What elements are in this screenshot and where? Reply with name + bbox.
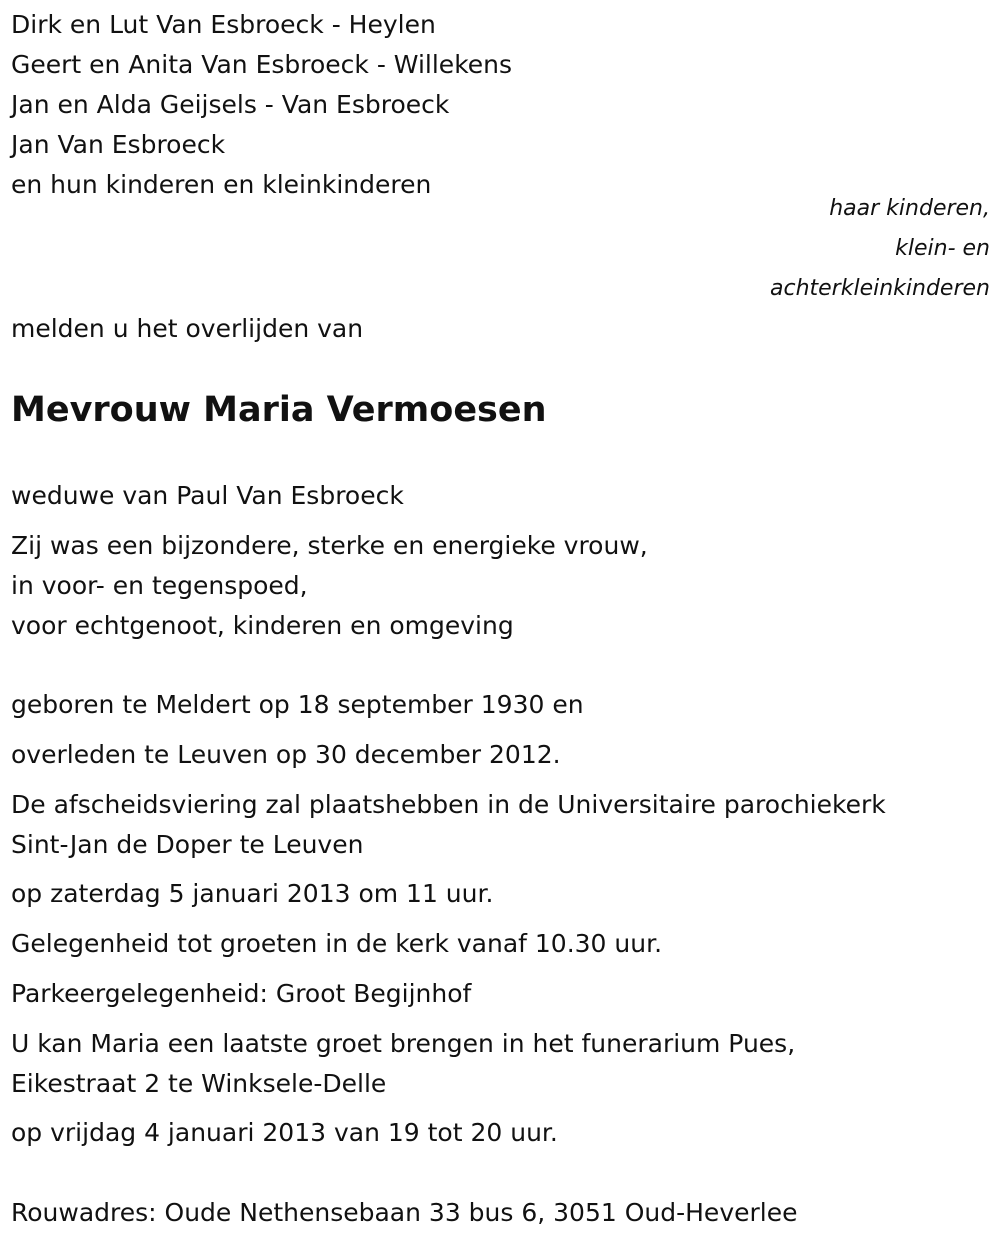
tribute-line-1: Zij was een bijzondere, sterke en energieke vrouw, <box>11 531 648 560</box>
widow-text: weduwe van Paul Van Esbroeck <box>11 481 404 510</box>
parking-text: Parkeergelegenheid: Groot Begijnhof <box>11 979 472 1008</box>
ceremony-line-1: De afscheidsviering zal plaatshebben in de Universitaire parochiekerk <box>11 790 886 819</box>
died-text: overleden te Leuven op 30 december 2012. <box>11 740 561 769</box>
mourning-address: Rouwadres: Oude Nethensebaan 33 bus 6, 3051 Oud-Heverlee <box>11 1198 798 1227</box>
ceremony-date: op zaterdag 5 januari 2013 om 11 uur. <box>11 879 494 908</box>
right-line-1: haar kinderen, <box>829 196 990 221</box>
family-line-2: Geert en Anita Van Esbroeck - Willekens <box>11 50 513 79</box>
family-line-1: Dirk en Lut Van Esbroeck - Heylen <box>11 10 436 39</box>
right-line-2: klein- en <box>895 236 990 261</box>
funeral-home-line-2: Eikestraat 2 te Winksele-Delle <box>11 1069 387 1098</box>
born-text: geboren te Meldert op 18 september 1930 en <box>11 690 584 719</box>
greeting-text: Gelegenheid tot groeten in de kerk vanaf 10.30 uur. <box>11 929 663 958</box>
tribute-line-2: in voor- en tegenspoed, <box>11 571 308 600</box>
funeral-home-line-1: U kan Maria een laatste groet brengen in het funerarium Pues, <box>11 1029 796 1058</box>
right-line-3: achterkleinkinderen <box>770 276 990 301</box>
funeral-home-date: op vrijdag 4 januari 2013 van 19 tot 20 uur. <box>11 1118 558 1147</box>
tribute-line-3: voor echtgenoot, kinderen en omgeving <box>11 611 514 640</box>
family-line-3: Jan en Alda Geijsels - Van Esbroeck <box>11 90 450 119</box>
deceased-name: Mevrouw Maria Vermoesen <box>11 390 547 430</box>
family-line-5: en hun kinderen en kleinkinderen <box>11 170 432 199</box>
announce-text: melden u het overlijden van <box>11 314 364 343</box>
ceremony-line-2: Sint-Jan de Doper te Leuven <box>11 830 364 859</box>
family-line-4: Jan Van Esbroeck <box>11 130 226 159</box>
